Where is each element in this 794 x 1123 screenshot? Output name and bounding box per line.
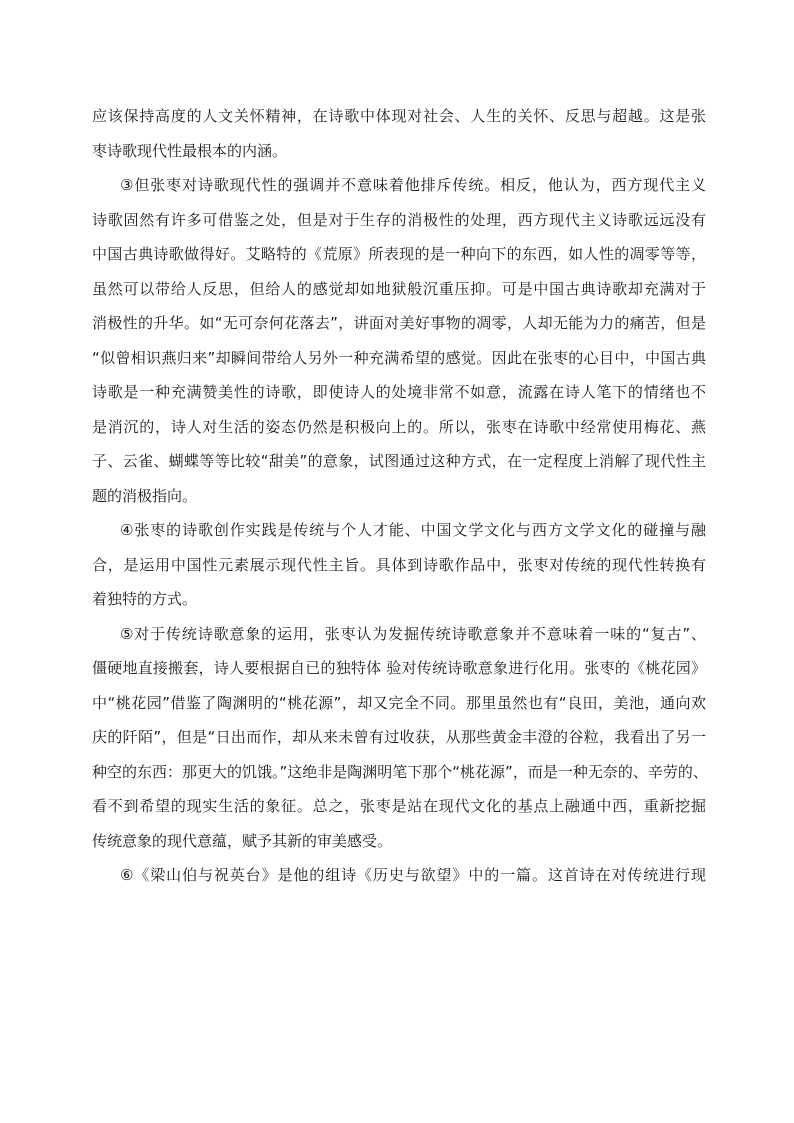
text-line: 中“桃花园”借鉴了陶渊明的“桃花源”，却又完全不同。那里虽然也有“良田，美池，通向欢 <box>92 693 706 712</box>
paragraph-continued <box>92 99 706 168</box>
text-line: 着独特的方式。 <box>92 590 198 608</box>
text-line: 枣诗歌现代性最根本的内涵。 <box>92 141 288 160</box>
text-line: ⑥《梁山伯与祝英台》是他的组诗《历史与欲望》中的一篇。这首诗在对传统进行现 <box>120 866 706 884</box>
text-line: 是消沉的，诗人对生活的姿态仍然是积极向上的。所以，张枣在诗歌中经常使用梅花、燕 <box>92 417 706 436</box>
paragraph-5 <box>92 617 706 859</box>
text-line: 传统意象的现代意蕴，赋予其新的审美感受。 <box>92 831 393 850</box>
text-line: ③但张枣对诗歌现代性的强调并不意味着他排斥传统。相反，他认为，西方现代主义 <box>120 176 706 194</box>
text-line: 诗歌固然有许多可借鉴之处，但是对于生存的消极性的处理，西方现代主义诗歌远远没有 <box>92 210 706 229</box>
text-line: “似曾相识燕归来”却瞬间带给人另外一种充满希望的感觉。因此在张枣的心目中，中国古典 <box>92 348 706 367</box>
text-line: 庆的阡陌”，但是“日出而作，却从来未曾有过收获，从那些黄金丰澄的谷粒，我看出了另一 <box>92 728 706 746</box>
paragraph-3 <box>92 168 706 513</box>
text-line: 种空的东西：那更大的饥饿。”这绝非是陶渊明笔下那个“桃花源”，而是一种无奈的、辛劳的、 <box>92 762 708 781</box>
text-line: 消极性的升华。如“无可奈何花落去”，讲面对美好事物的凋零，人却无能为力的痛苦，但是 <box>92 314 706 332</box>
text-line: 僵硬地直接搬套，诗人要根据自已的独特体 验对传统诗歌意象进行化用。张枣的《桃花园》 <box>92 659 706 677</box>
paragraph-6 <box>92 858 706 893</box>
text-line: 看不到希望的现实生活的象征。总之，张枣是站在现代文化的基点上融通中西，重新挖掘 <box>92 797 706 815</box>
paragraph-4 <box>92 513 706 617</box>
text-line: ④张枣的诗歌创作实践是传统与个人才能、中国文学文化与西方文学文化的碰撞与融 <box>120 521 706 539</box>
text-line: 虽然可以带给人反思，但给人的感觉却如地狱般沉重压抑。可是中国古典诗歌却充满对于 <box>92 279 706 298</box>
text-line: 子、云雀、蝴蝶等等比较“甜美”的意象，试图通过这种方式，在一定程度上消解了现代性主 <box>92 452 706 470</box>
document-body <box>92 99 706 893</box>
text-line: 应该保持高度的人文关怀精神，在诗歌中体现对社会、人生的关怀、反思与超越。这是张 <box>92 107 706 125</box>
text-line: ⑤对于传统诗歌意象的运用，张枣认为发掘传统诗歌意象并不意味着一味的“复古”、 <box>120 624 706 643</box>
text-line: 题的消极指向。 <box>92 486 198 505</box>
text-line: 诗歌是一种充满赞美性的诗歌，即使诗人的处境非常不如意，流露在诗人笔下的情绪也不 <box>92 383 706 401</box>
text-line: 中国古典诗歌做得好。艾略特的《荒原》所表现的是一种向下的东西，如人性的凋零等等， <box>92 245 706 263</box>
text-line: 合，是运用中国性元素展示现代性主旨。具体到诗歌作品中，张枣对传统的现代性转换有 <box>92 555 706 574</box>
